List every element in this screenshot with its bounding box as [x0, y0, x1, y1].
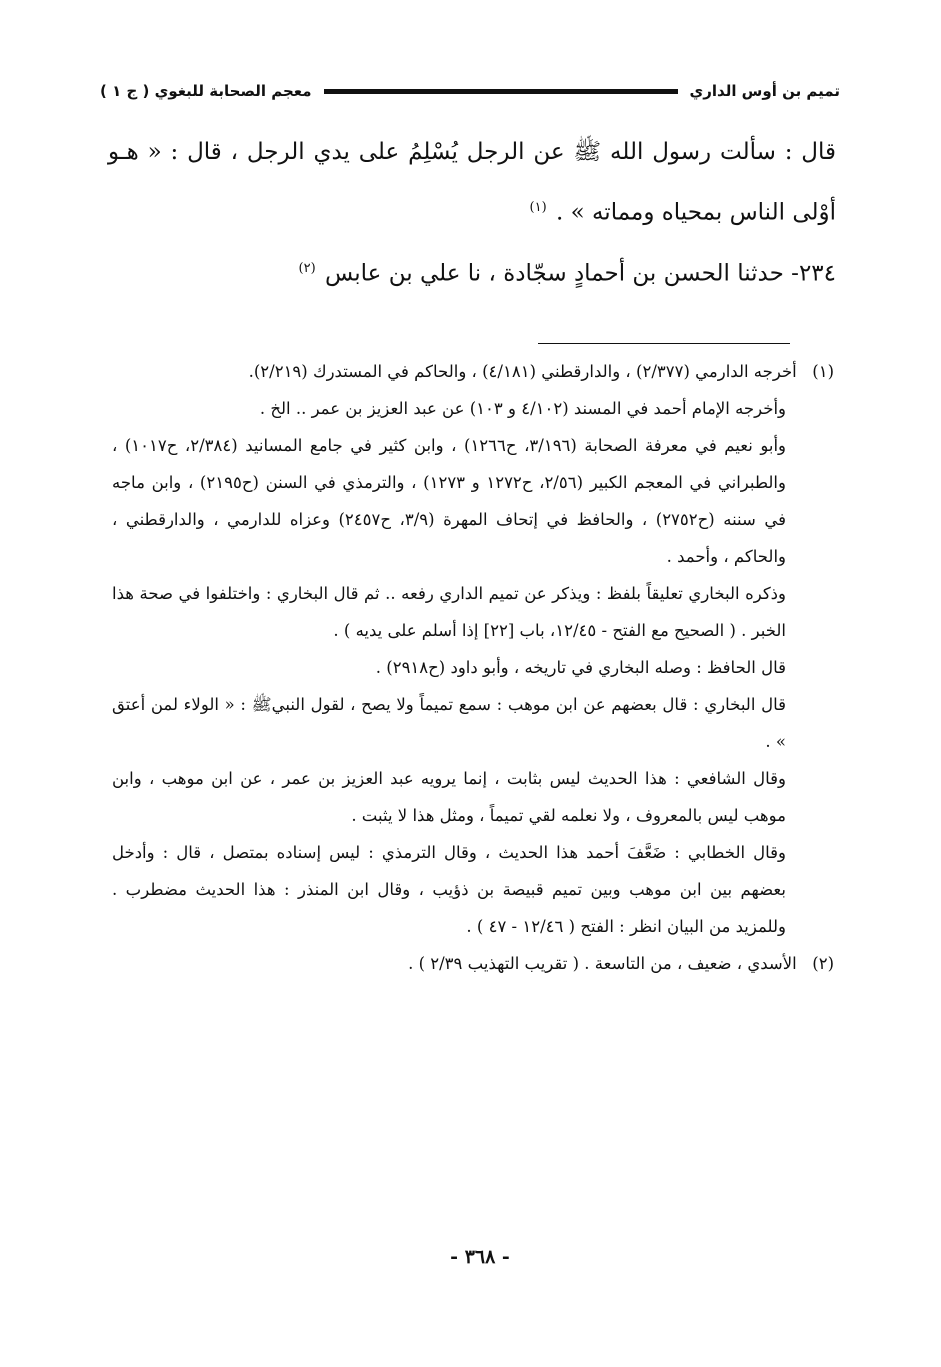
main-line-2: ٢٣٤- حدثنا الحسن بن أحمادٍ سجّادة ، نا علي بن عابس [324, 260, 836, 287]
footnote-number: (١) [812, 362, 834, 381]
header-rule [324, 89, 678, 94]
main-line-1: قال : سألت رسول الله ﷺ عن الرجل يُسْلِمُ على يدي الرجل ، قال : « هـو أوْلى الناس بمحياه ومماته » . [108, 139, 836, 226]
footnote-1-line: قال الحافظ : وصله البخاري في تاريخه ، وأبو داود (ح٢٩١٨) . [375, 658, 786, 677]
footnote-ref-1: (١) [529, 200, 547, 215]
header-entry-title: تميم بن أوس الداري [689, 82, 840, 100]
page-number: - ٣٦٨ - [450, 1246, 510, 1268]
header-book-title: معجم الصحابة للبغوي ( ج ١ ) [100, 82, 312, 100]
main-text [108, 124, 836, 301]
footnotes [112, 353, 834, 982]
footnote-1-line: قال البخاري : قال بعضهم عن ابن موهب : سمع تميماً ولا يصح ، لقول النبيﷺ : « الولاء لمن أعتق » . [112, 695, 786, 751]
footnote-1-line: وقال الشافعي : هذا الحديث ليس بثابت ، إنما يرويه عبد العزيز بن عمر ، عن ابن موهب ، وابن موهب ليس بالمعروف ، ولا نعلمه لقي تميماً ، ومثل هذا لا يثبت . [112, 769, 786, 825]
footnote-number: (٢) [812, 954, 834, 973]
footnote-separator [538, 343, 790, 344]
hadith-234 [108, 241, 836, 302]
footnote-1-line [112, 353, 834, 390]
footnote-1-line: وأبو نعيم في معرفة الصحابة (٣/١٩٦، ح١٢٦٦) ، وابن كثير في جامع المسانيد (٢/٣٨٤، ح١٠١٧) ، والطبراني في المعجم الكبير (٢/٥٦، ح١٢٧٢ و ١٢٧٣) ، والترمذي في السنن (ح٢١٩٥) ، وابن ماجه في سننه (ح٢٧٥٢) ، والحافظ في إتحاف المهرة (٣/٩، ح٢٤٥٧) وعزاه للدارمي ، والدارقطني ، والحاكم ، وأحمد . [112, 436, 786, 566]
footnote-text: أخرجه الدارمي (٢/٣٧٧) ، والدارقطني (٤/١٨١) ، والحاكم في المستدرك (٢/٢١٩). [248, 362, 797, 381]
footnote-1-line: وذكره البخاري تعليقاً بلفظ : ويذكر عن تميم الداري رفعه .. ثم قال البخاري : واختلفوا في صحة هذا الخبر . ( الصحيح مع الفتح - ١٢/٤٥، باب [٢٢] إذا أسلم على يديه ) . [112, 584, 786, 640]
footnote-1-line: وأخرجه الإمام أحمد في المسند (٤/١٠٢ و ١٠٣) عن عبد العزيز بن عمر .. الخ . [259, 399, 786, 418]
footnote-2-line [112, 945, 834, 982]
footnote-ref-2: (٢) [298, 260, 316, 276]
running-header [100, 74, 840, 108]
footnote-text: الأسدي ، ضعيف ، من التاسعة . ( تقريب التهذيب ٢/٣٩ ) . [408, 954, 797, 973]
footnote-1-line: وقال الخطابي : ضَعَّفَ أحمد هذا الحديث ، وقال الترمذي : ليس إسناده بمتصل ، قال : وأدخل بعضهم بين ابن موهب وبين تميم قبيصة بن ذؤيب ، وقال ابن المنذر : هذا الحديث مضطرب . وللمزيد من البيان انظر : الفتح ( ١٢/٤٦ - ٤٧ ) . [112, 843, 786, 936]
main-paragraph [108, 124, 836, 241]
